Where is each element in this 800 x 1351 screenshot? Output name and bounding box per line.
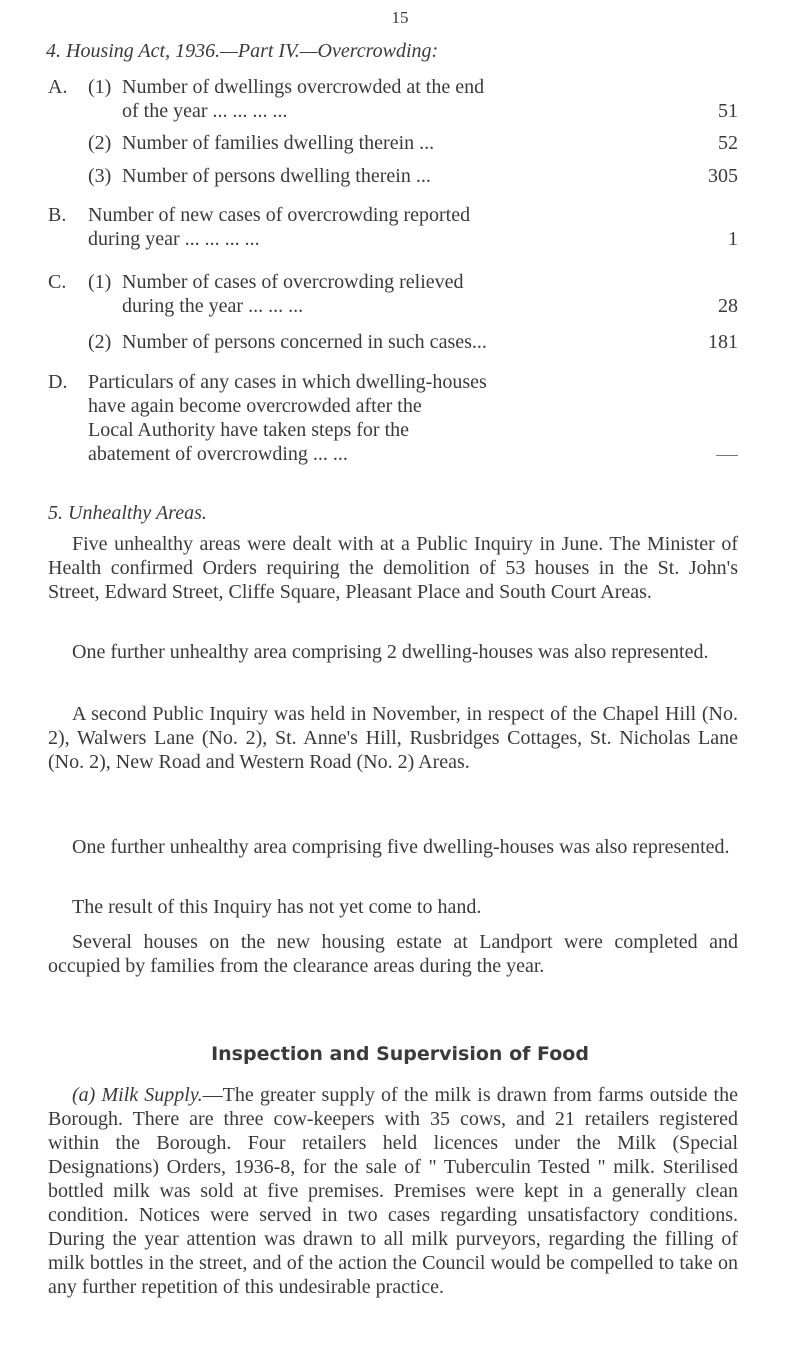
- entry-text-line: Number of dwellings overcrowded at the end: [122, 76, 485, 98]
- entry-number: (1): [88, 76, 112, 98]
- entry-text-line: during year ... ... ... ...: [88, 228, 260, 250]
- unhealthy-paragraph-6: Several houses on the new housing estate at Landport were completed and occupied by families from the clearance areas during the year.: [48, 931, 738, 977]
- entry-text-line: Number of families dwelling therein ...: [122, 132, 435, 154]
- entry-value: 181: [708, 331, 738, 353]
- entry-text: [122, 164, 662, 188]
- entry-text: [122, 270, 662, 318]
- food-inspection-heading: Inspection and Supervision of Food: [211, 1043, 589, 1065]
- entry-number: (3): [88, 165, 112, 187]
- page-number: 15: [391, 8, 409, 27]
- entry-text: [122, 330, 662, 354]
- entry-text-line: Number of persons concerned in such cases...: [122, 331, 487, 353]
- entry-text: [122, 75, 662, 123]
- entry-text-line: Number of persons dwelling therein ...: [122, 165, 431, 187]
- entry-value: 305: [708, 165, 738, 187]
- entry-text-line: Local Authority have taken steps for the: [88, 419, 410, 441]
- entry-text-line: Number of cases of overcrowding relieved: [122, 271, 464, 293]
- entry-letter: C.: [48, 271, 67, 293]
- dash-mark: [716, 455, 738, 456]
- entry-text: [88, 203, 668, 251]
- entry-value-dash: [716, 442, 738, 466]
- milk-supply-paragraph: [48, 1083, 738, 1299]
- entry-text-line: abatement of overcrowding ... ...: [88, 443, 348, 465]
- unhealthy-paragraph-2: One further unhealthy area comprising 2 dwelling-houses was also represented.: [72, 641, 709, 663]
- entry-text-line: during the year ... ... ...: [122, 295, 304, 317]
- milk-supply-text: —The greater supply of the milk is drawn from farms outside the Borough. There are three cow-keepers with 35 cows, and 21 retailers registered within the Borough. Four retailers held licences under the Milk (Special Designations) Orders, 1936-8, for the sale of " Tuberculin Tested " milk. Sterilised bottled milk was sold at five premises. Premises were kept in a generally clean condition. Notices were served in two cases regarding unsatisfactory conditions. During the year attention was drawn to all milk purveyors, regarding the filling of milk bottles in the street, and of the action the Council would be compelled to take on any further repetition of this undesirable practice.: [48, 1084, 738, 1298]
- entry-value: 1: [728, 228, 738, 250]
- entry-text-line: Particulars of any cases in which dwelling-houses: [88, 371, 487, 393]
- entry-text-line: of the year ... ... ... ...: [122, 100, 288, 122]
- entry-text-line: Number of new cases of overcrowding reported: [88, 204, 471, 226]
- entry-letter: D.: [48, 371, 68, 393]
- entry-number: (1): [88, 271, 112, 293]
- unhealthy-areas-heading: 5. Unhealthy Areas.: [48, 502, 207, 524]
- entry-value: 51: [718, 100, 738, 122]
- milk-supply-lead: (a) Milk Supply.: [72, 1084, 203, 1106]
- unhealthy-paragraph-3: A second Public Inquiry was held in November, in respect of the Chapel Hill (No. 2), Walwers Lane (No. 2), St. Anne's Hill, Rusbridges Cottages, St. Nicholas Lane (No. 2), New Road and Western Road (No. 2) Areas.: [48, 703, 738, 773]
- entry-value: 28: [718, 295, 738, 317]
- housing-act-heading: 4. Housing Act, 1936.—Part IV.—Overcrowding:: [46, 40, 439, 62]
- unhealthy-paragraph-5: The result of this Inquiry has not yet come to hand.: [72, 896, 482, 918]
- entry-number: (2): [88, 331, 112, 353]
- entry-text-line: have again become overcrowded after the: [88, 395, 422, 417]
- unhealthy-paragraph-1: Five unhealthy areas were dealt with at a Public Inquiry in June. The Minister of Health confirmed Orders requiring the demolition of 53 houses in the St. John's Street, Edward Street, Cliffe Square, Pleasant Place and South Court Areas.: [48, 533, 738, 603]
- entry-letter: B.: [48, 204, 67, 226]
- unhealthy-paragraph-4: One further unhealthy area comprising five dwelling-houses was also represented.: [72, 836, 730, 858]
- entry-text: [88, 370, 668, 466]
- entry-text: [122, 131, 662, 155]
- entry-value: 52: [718, 132, 738, 154]
- entry-letter: A.: [48, 76, 68, 98]
- entry-number: (2): [88, 132, 112, 154]
